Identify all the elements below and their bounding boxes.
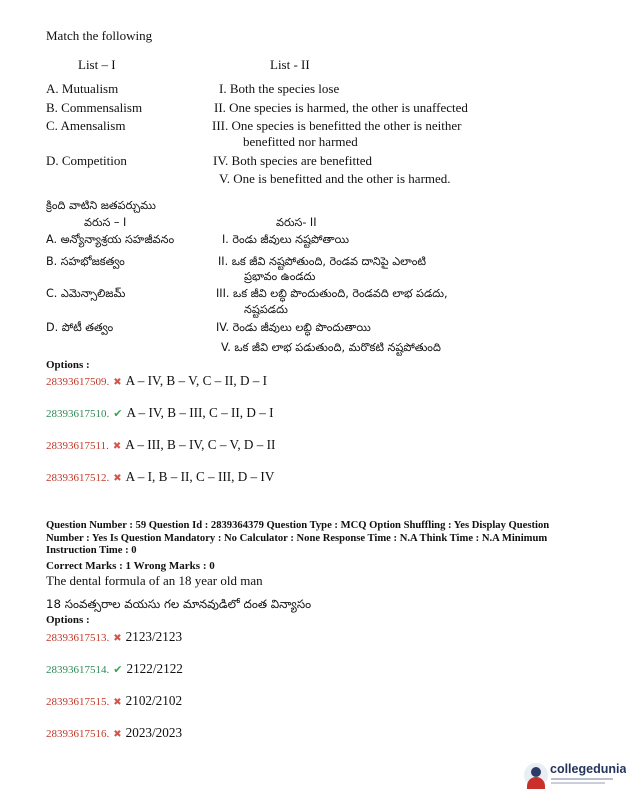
- list1-item-a: A. Mutualism: [46, 81, 119, 96]
- question-text-en: The dental formula of an 18 year old man: [46, 573, 263, 588]
- option-row[interactable]: [46, 372, 267, 390]
- option-id: 28393617509.: [46, 376, 110, 388]
- question-meta: Question Number : 59 Question Id : 2839364379 Question Type : MCQ Option Shuffling : Yes Display Question Number : Yes Is Question Mandatory : No Calculator : None Response Time : N.A Think Time : N.A Minimum Instruction Time : 0: [46, 520, 550, 556]
- list1-header: List – I: [78, 57, 116, 72]
- options-label: Options :: [46, 359, 90, 371]
- check-icon: ✔: [113, 663, 123, 676]
- check-icon: ✔: [113, 407, 123, 420]
- te-list2-item-ii: II. ఒక జీవి నష్టపోతుంది, రెండవ దానిపై ఎలాంటి: [218, 255, 427, 268]
- option-row[interactable]: [46, 692, 182, 710]
- te-list1-header: వరుస – I: [84, 216, 127, 229]
- option-text: 2122/2122: [126, 661, 183, 676]
- te-list2-item-i: I. రెండు జీవులు నష్టపోతాయి: [222, 233, 349, 246]
- te-list2-item-iii: III. ఒక జీవి లబ్ధి పొందుతుంది, రెండవది లాభ పడదు,: [216, 287, 448, 300]
- cross-icon: ✖: [113, 729, 122, 740]
- option-text: 2102/2102: [125, 693, 183, 708]
- option-row[interactable]: [46, 404, 273, 422]
- option-id: 28393617511.: [46, 440, 109, 452]
- brand-logo: [524, 760, 626, 792]
- cross-icon: ✖: [113, 697, 122, 708]
- te-list1-item-c: C. ఎమెన్సాలిజమ్: [46, 287, 126, 300]
- te-list1-item-b: B. సహభోజకత్వం: [46, 255, 125, 268]
- list1-item-b: B. Commensalism: [46, 100, 143, 115]
- option-text: A – I, B – II, C – III, D – IV: [125, 469, 275, 484]
- te-list2-item-ii-cont: ప్రభావం ఉండదు: [244, 270, 316, 283]
- option-row[interactable]: [46, 468, 274, 486]
- te-list1-item-a: A. అన్యోన్యాశ్రయ సహజీవనం: [46, 233, 175, 246]
- option-id: 28393617515.: [46, 696, 110, 708]
- option-text: 2023/2023: [125, 725, 183, 740]
- options-label: Options :: [46, 614, 90, 626]
- option-row[interactable]: [46, 724, 182, 742]
- option-id: 28393617510.: [46, 408, 110, 420]
- list2-item-iii-cont: benefitted nor harmed: [243, 134, 358, 149]
- marks-info: Correct Marks : 1 Wrong Marks : 0: [46, 560, 215, 572]
- te-list2-item-v: V. ఒక జీవి లాభ పడుతుంది, మరొకటి నష్టపోతుంది: [221, 341, 441, 354]
- te-list2-header: వరుస- II: [276, 216, 317, 229]
- list1-item-d: D. Competition: [46, 153, 127, 168]
- option-row[interactable]: [46, 660, 183, 678]
- list2-item-i: I. Both the species lose: [219, 81, 340, 96]
- option-text: A – IV, B – V, C – II, D – I: [125, 373, 268, 388]
- option-text: A – III, B – IV, C – V, D – II: [125, 437, 276, 452]
- option-row[interactable]: [46, 436, 275, 454]
- option-id: 28393617516.: [46, 728, 110, 740]
- match-heading: Match the following: [46, 28, 153, 43]
- option-row[interactable]: [46, 628, 182, 646]
- cross-icon: ✖: [113, 633, 122, 644]
- question-text-te: 18 సంవత్సరాల వయసు గల మానవుడిలో దంత విన్యాసం: [46, 597, 312, 611]
- list2-item-v: V. One is benefitted and the other is harmed.: [219, 171, 451, 186]
- cross-icon: ✖: [112, 441, 122, 452]
- list1-item-c: C. Amensalism: [46, 118, 126, 133]
- cross-icon: ✖: [113, 473, 122, 484]
- brand-name: collegedunia: [550, 762, 626, 776]
- option-id: 28393617513.: [46, 632, 110, 644]
- option-text: 2123/2123: [125, 629, 183, 644]
- te-list2-item-iv: IV. రెండు జీవులు లబ్ధి పొందుతాయి: [216, 321, 371, 334]
- te-list1-item-d: D. పోటీ తత్వం: [46, 321, 114, 334]
- option-id: 28393617514.: [46, 664, 110, 676]
- cross-icon: ✖: [113, 377, 122, 388]
- list2-item-iii: III. One species is benefitted the other is neither: [212, 118, 462, 133]
- te-match-heading: క్రింది వాటిని జతపర్చుము: [46, 199, 156, 212]
- te-list2-item-iii-cont: నష్టపడదు: [244, 303, 288, 316]
- brand-avatar-icon: [524, 763, 548, 787]
- list2-header: List - II: [270, 57, 310, 72]
- list2-item-iv: IV. Both species are benefitted: [213, 153, 372, 168]
- option-text: A – IV, B – III, C – II, D – I: [126, 405, 274, 420]
- list2-item-ii: II. One species is harmed, the other is unaffected: [214, 100, 468, 115]
- option-id: 28393617512.: [46, 472, 110, 484]
